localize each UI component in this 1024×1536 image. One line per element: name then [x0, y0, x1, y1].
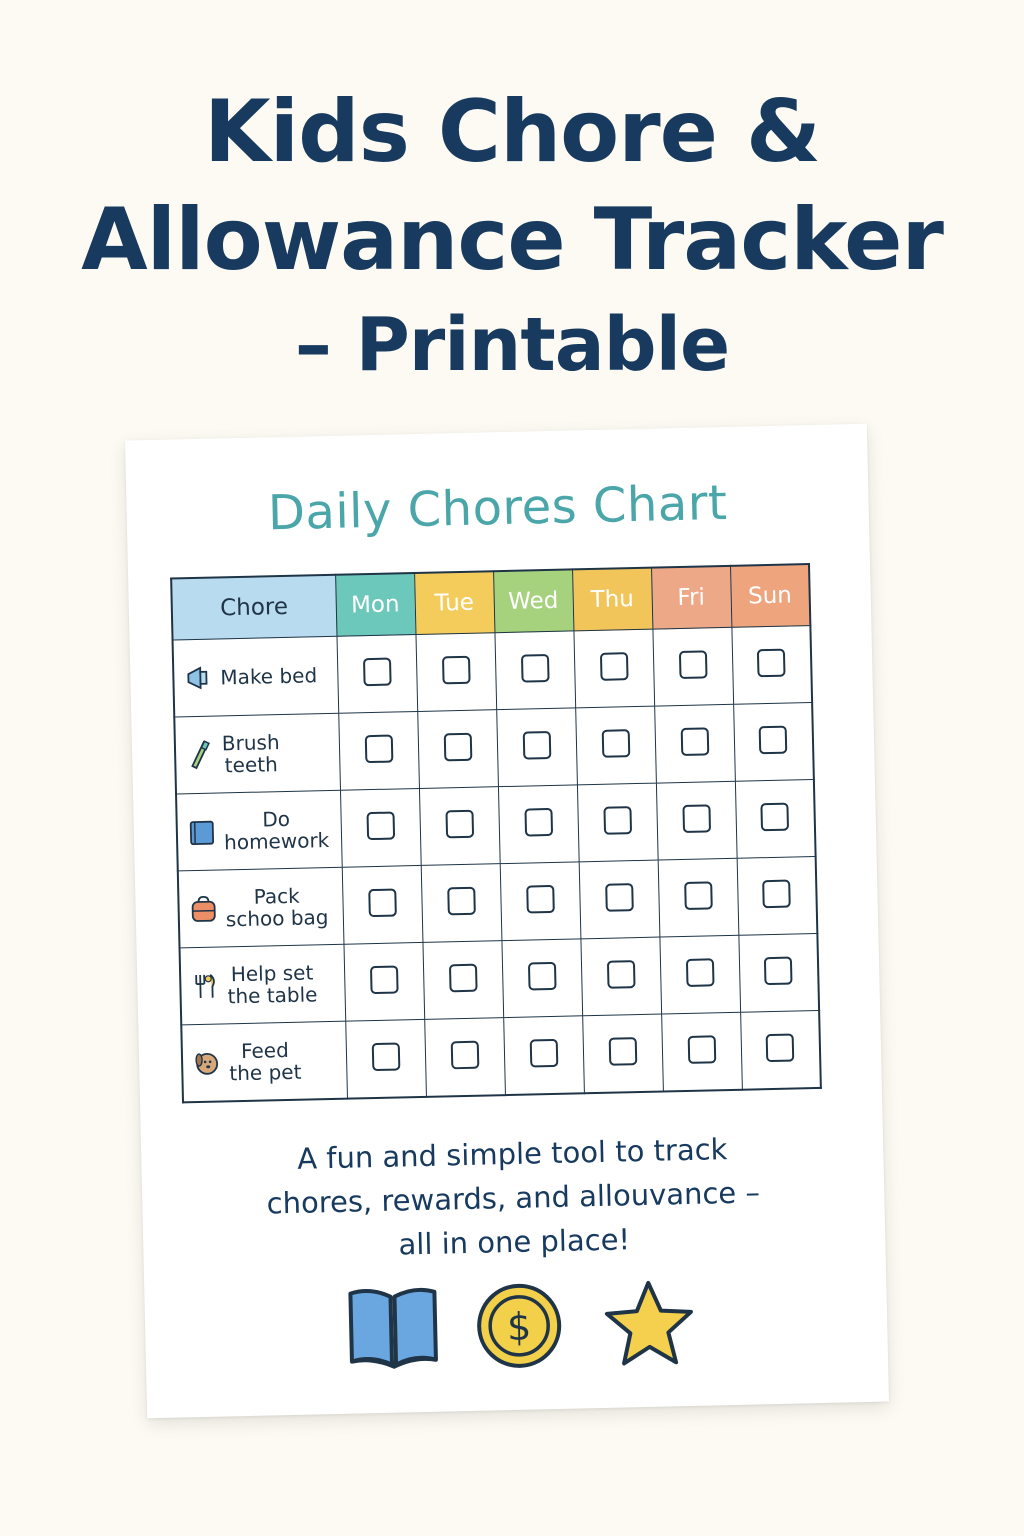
chore-cell [173, 636, 339, 717]
checkbox-cell [573, 629, 654, 708]
chores-table [170, 563, 822, 1103]
checkbox-cell [496, 708, 577, 787]
page-headline [0, 78, 1024, 394]
checkbox[interactable] [443, 733, 472, 762]
checkbox-cell [654, 704, 735, 783]
tagline [181, 1124, 846, 1271]
chore-label-line1: Brush [221, 730, 280, 756]
chore-label-line2: the pet [229, 1059, 302, 1086]
checkbox-cell [501, 939, 582, 1018]
checkbox-cell [740, 1010, 821, 1089]
table-row [178, 856, 818, 947]
column-header-thu: Thu [572, 568, 652, 631]
checkbox[interactable] [363, 658, 392, 687]
checkbox-cell [422, 941, 503, 1020]
backpack-icon [189, 893, 218, 926]
table-row [174, 703, 814, 794]
checkbox[interactable] [608, 1037, 637, 1066]
column-header-mon: Mon [335, 573, 415, 636]
open-book-icon [344, 1282, 442, 1374]
checkbox-cell [342, 865, 423, 944]
column-header-tue: Tue [414, 571, 494, 634]
checkbox[interactable] [441, 656, 470, 685]
table-row [180, 933, 820, 1024]
checkbox[interactable] [520, 654, 549, 683]
checkbox-cell [336, 635, 417, 714]
checkbox[interactable] [762, 880, 791, 909]
checkbox[interactable] [759, 726, 788, 755]
checkbox[interactable] [764, 957, 793, 986]
checkbox[interactable] [606, 960, 635, 989]
checkbox-cell [424, 1018, 505, 1097]
checkbox[interactable] [527, 962, 556, 991]
headline-line-2: Allowance Tracker [81, 190, 943, 290]
checkbox[interactable] [522, 731, 551, 760]
checkbox[interactable] [605, 883, 634, 912]
chore-label-line1: Feed [240, 1037, 290, 1064]
checkbox[interactable] [601, 729, 630, 758]
checkbox[interactable] [447, 887, 476, 916]
column-header-fri: Fri [651, 566, 731, 629]
headline-line-3: – Printable [294, 302, 730, 388]
checkbox[interactable] [599, 652, 628, 681]
checkbox[interactable] [524, 808, 553, 837]
headline-line-1: Kids Chore & [204, 82, 820, 182]
checkbox[interactable] [450, 1041, 479, 1070]
checkbox[interactable] [761, 803, 790, 832]
checkbox-cell [343, 942, 424, 1021]
chore-label-line2: teeth [224, 752, 278, 778]
checkbox[interactable] [603, 806, 632, 835]
checkbox-cell [661, 1012, 742, 1091]
tagline-line-2: chores, rewards, and allouvance – [266, 1175, 761, 1221]
checkbox[interactable] [687, 1035, 716, 1064]
checkbox-cell [580, 937, 661, 1016]
chore-cell [178, 867, 344, 948]
checkbox-cell [415, 633, 496, 712]
checkbox-cell [738, 933, 819, 1012]
checkbox[interactable] [448, 964, 477, 993]
utensils-icon [191, 970, 220, 1003]
pillow-icon [184, 662, 213, 695]
checkbox[interactable] [529, 1039, 558, 1068]
checkbox-cell [500, 862, 581, 941]
checkbox-cell [656, 781, 737, 860]
chore-cell [181, 1021, 347, 1102]
checkbox-cell [582, 1014, 663, 1093]
chore-label-line1: Pack [253, 883, 300, 909]
checkbox[interactable] [684, 881, 713, 910]
chore-label-line1: Make bed [220, 663, 318, 690]
checkbox-cell [658, 858, 739, 937]
checkbox-cell [421, 864, 502, 943]
printable-sheet [125, 424, 889, 1419]
table-row [176, 780, 816, 871]
checkbox-cell [659, 935, 740, 1014]
checkbox-cell [345, 1019, 426, 1098]
checkbox-cell [338, 711, 419, 790]
dollar-coin-icon [472, 1279, 566, 1373]
chore-cell [180, 944, 346, 1025]
svg-text:$: $ [506, 1304, 532, 1350]
column-header-chore: Chore [171, 575, 336, 640]
checkbox-cell [340, 788, 421, 867]
table-row [173, 626, 813, 717]
checkbox[interactable] [757, 649, 786, 678]
footer-icons [344, 1276, 706, 1380]
chart-title: Daily Chores Chart [267, 474, 728, 542]
chore-label-line2: schoo bag [225, 905, 329, 932]
checkbox[interactable] [368, 889, 397, 918]
tagline-line-1: A fun and simple tool to track [296, 1132, 728, 1176]
checkbox-cell [737, 856, 818, 935]
chore-label-line1: Help set [230, 960, 314, 987]
checkbox-cell [503, 1016, 584, 1095]
chore-label-line2: homework [223, 828, 330, 855]
chore-cell [174, 713, 340, 794]
checkbox[interactable] [369, 965, 398, 994]
table-row [181, 1010, 821, 1102]
checkbox[interactable] [766, 1034, 795, 1063]
checkbox-cell [733, 703, 814, 782]
checkbox-cell [417, 710, 498, 789]
checkbox[interactable] [682, 804, 711, 833]
checkbox[interactable] [445, 810, 474, 839]
checkbox[interactable] [364, 735, 393, 764]
checkbox[interactable] [526, 885, 555, 914]
chore-cell [176, 790, 342, 871]
column-header-sun: Sun [730, 564, 810, 627]
checkbox[interactable] [685, 958, 714, 987]
checkbox-cell [735, 780, 816, 859]
checkbox[interactable] [371, 1042, 400, 1071]
checkbox[interactable] [366, 812, 395, 841]
checkbox[interactable] [678, 650, 707, 679]
dog-icon [193, 1047, 222, 1080]
star-icon [600, 1276, 698, 1370]
checkbox-cell [419, 787, 500, 866]
checkbox-cell [575, 706, 656, 785]
checkbox-cell [731, 626, 812, 705]
checkbox-cell [652, 627, 733, 706]
checkbox-cell [498, 785, 579, 864]
checkbox-cell [577, 783, 658, 862]
checkbox[interactable] [680, 727, 709, 756]
chore-label-line1: Do [262, 806, 291, 832]
tagline-line-3: all in one place! [398, 1222, 631, 1262]
column-header-wed: Wed [493, 569, 573, 632]
checkbox-cell [579, 860, 660, 939]
checkbox-cell [494, 631, 575, 710]
toothbrush-icon [186, 739, 215, 772]
book-icon [188, 816, 217, 849]
chore-label-line2: the table [227, 982, 318, 1009]
